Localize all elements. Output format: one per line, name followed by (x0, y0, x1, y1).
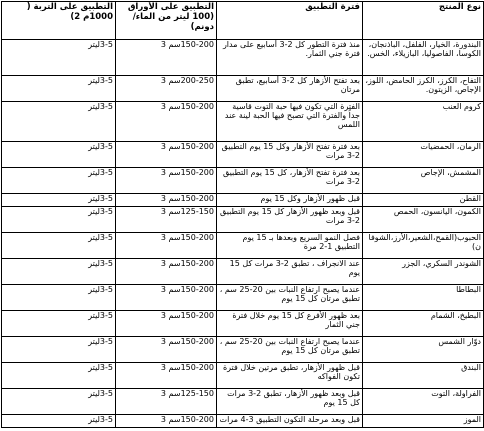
crop-cell: الموز (363, 415, 484, 428)
soil-dose-cell: 3-5ليتر (2, 311, 116, 337)
table-row (2, 168, 484, 194)
soil-dose-cell: 3-5ليتر (2, 285, 116, 311)
soil-dose-cell: 3-5ليتر (2, 363, 116, 389)
period-cell: فصل النمو السريع وبعدها بـ 15 يوم التطبيق 1-2 مرة (217, 233, 363, 259)
period-cell: قبل ظهور الأزهار، تطبق مرتين خلال فترة تكون الفواكه (217, 363, 363, 389)
soil-dose-cell: 3-5ليتر (2, 233, 116, 259)
soil-dose-cell: 3-5ليتر (2, 142, 116, 168)
crop-cell: البندورة، الخيار، الفلفل، الباذنجان، الكوسا، الفاصوليا، البازيلاء، الخس. (363, 40, 484, 76)
crop-cell: دوّار الشمس (363, 337, 484, 363)
crop-cell: البطيخ، الشمام (363, 311, 484, 337)
foliar-dose-cell: 150-200سم 3 (116, 102, 217, 142)
table-row (2, 285, 484, 311)
period-cell: قبل ظهور الأزهار وكل 15 يوم (217, 194, 363, 207)
table-row (2, 194, 484, 207)
foliar-dose-cell: 150-200سم 3 (116, 415, 217, 428)
soil-dose-cell: 3-5ليتر (2, 102, 116, 142)
table-row (2, 311, 484, 337)
foliar-dose-cell: 125-150سم 3 (116, 207, 217, 233)
crop-cell: البطاطا (363, 285, 484, 311)
foliar-dose-cell: 150-200سم 3 (116, 168, 217, 194)
period-cell: قبل وبعد مرحلة التكون التطبيق 3-4 مرات (217, 415, 363, 428)
table-row (2, 363, 484, 389)
table-row (2, 40, 484, 76)
table-row (2, 259, 484, 285)
crop-cell: الشوندر السكري، الجزر (363, 259, 484, 285)
crop-cell: المشمش، الإجاص (363, 168, 484, 194)
foliar-dose-cell: 150-200سم 3 (116, 259, 217, 285)
crop-cell: الفراولة، التوت (363, 389, 484, 415)
foliar-dose-cell: 150-200سم 3 (116, 233, 217, 259)
period-cell: الفترة التي تكون فيها حبة التوت قاسية جداً والفترة التي تصبح فيها الحبة لينة عند اللمس (217, 102, 363, 142)
period-cell: بعد ظهور الأفرع كل 15 يوم خلال فترة جني الثمار (217, 311, 363, 337)
period-cell: بعد تفتح الأزهار كل 2-3 أسابيع، تطبق مرتان (217, 76, 363, 102)
table-row (2, 415, 484, 428)
foliar-dose-cell: 150-200سم 3 (116, 311, 217, 337)
crop-cell: القطن (363, 194, 484, 207)
foliar-dose-cell: 150-200سم 3 (116, 285, 217, 311)
crop-cell: كروم العنب (363, 102, 484, 142)
period-cell: بعد فترة تفتح الأزهار وكل 15 يوم التطبيق 2-3 مرات (217, 142, 363, 168)
header-foliar-application: التطبيق على الأوراق (100 ليتر من الماء/دونم) (116, 2, 217, 40)
table-row (2, 102, 484, 142)
table-row (2, 76, 484, 102)
soil-dose-cell: 3-5ليتر (2, 389, 116, 415)
header-row (2, 2, 484, 40)
crop-cell: التفاح، الكرز، الكرز الحامض، اللوز، الإجاص، الزيتون. (363, 76, 484, 102)
soil-dose-cell: 3-5ليتر (2, 40, 116, 76)
table-row (2, 233, 484, 259)
foliar-dose-cell: 150-200سم 3 (116, 337, 217, 363)
table-row (2, 142, 484, 168)
foliar-dose-cell: 150-200سم 3 (116, 40, 217, 76)
application-table (1, 1, 484, 428)
crop-cell: الحبوب(القمح،الشعير،الأرز،الشوفان) (363, 233, 484, 259)
header-crop-type: نوع المنتج (363, 2, 484, 40)
period-cell: عند الانجراف ، تطبق 2-3 مرات كل 15 يوم (217, 259, 363, 285)
table-row (2, 337, 484, 363)
foliar-dose-cell: 150-200سم 3 (116, 142, 217, 168)
period-cell: منذ فترة التطور كل 2-3 أسابيع على مدار فترة جني الثمار. (217, 40, 363, 76)
period-cell: بعد فترة تفتح الأزهار، كل 15 يوم التطبيق 2-3 مرات (217, 168, 363, 194)
foliar-dose-cell: 125-150سم 3 (116, 389, 217, 415)
soil-dose-cell: 3-5ليتر (2, 259, 116, 285)
foliar-dose-cell: 150-200سم 3 (116, 194, 217, 207)
soil-dose-cell: 3-5ليتر (2, 76, 116, 102)
table-body (2, 40, 484, 428)
table-row (2, 207, 484, 233)
table-row (2, 389, 484, 415)
foliar-dose-cell: 150-200سم 3 (116, 363, 217, 389)
crop-cell: الرمان، الحمضيات (363, 142, 484, 168)
period-cell: قبل وبعد ظهور الأزهار، تطبق 2-3 مرات كل 15 يوم (217, 389, 363, 415)
crop-cell: البندق (363, 363, 484, 389)
crop-cell: الكمون، اليانسون، الحمص (363, 207, 484, 233)
period-cell: قبل وبعد ظهور الأزهار كل 15 يوم التطبيق 2-3 مرات (217, 207, 363, 233)
soil-dose-cell: 3-5ليتر (2, 207, 116, 233)
soil-dose-cell: 3-5ليتر (2, 168, 116, 194)
soil-dose-cell: 3-5ليتر (2, 337, 116, 363)
header-soil-application: التطبيق على التربة ( 1000م 2) (2, 2, 116, 40)
header-application-period: فترة التطبيق (217, 2, 363, 40)
period-cell: عندما يصبح ارتفاع النبات بين 20-25 سم ، تطبق مرتان كل 15 يوم (217, 337, 363, 363)
foliar-dose-cell: 200-250سم 3 (116, 76, 217, 102)
period-cell: عندما يصبح ارتفاع النبات بين 20-25 سم ، تطبق مرتان كل 15 يوم (217, 285, 363, 311)
soil-dose-cell: 3-5ليتر (2, 415, 116, 428)
soil-dose-cell: 3-5ليتر (2, 194, 116, 207)
